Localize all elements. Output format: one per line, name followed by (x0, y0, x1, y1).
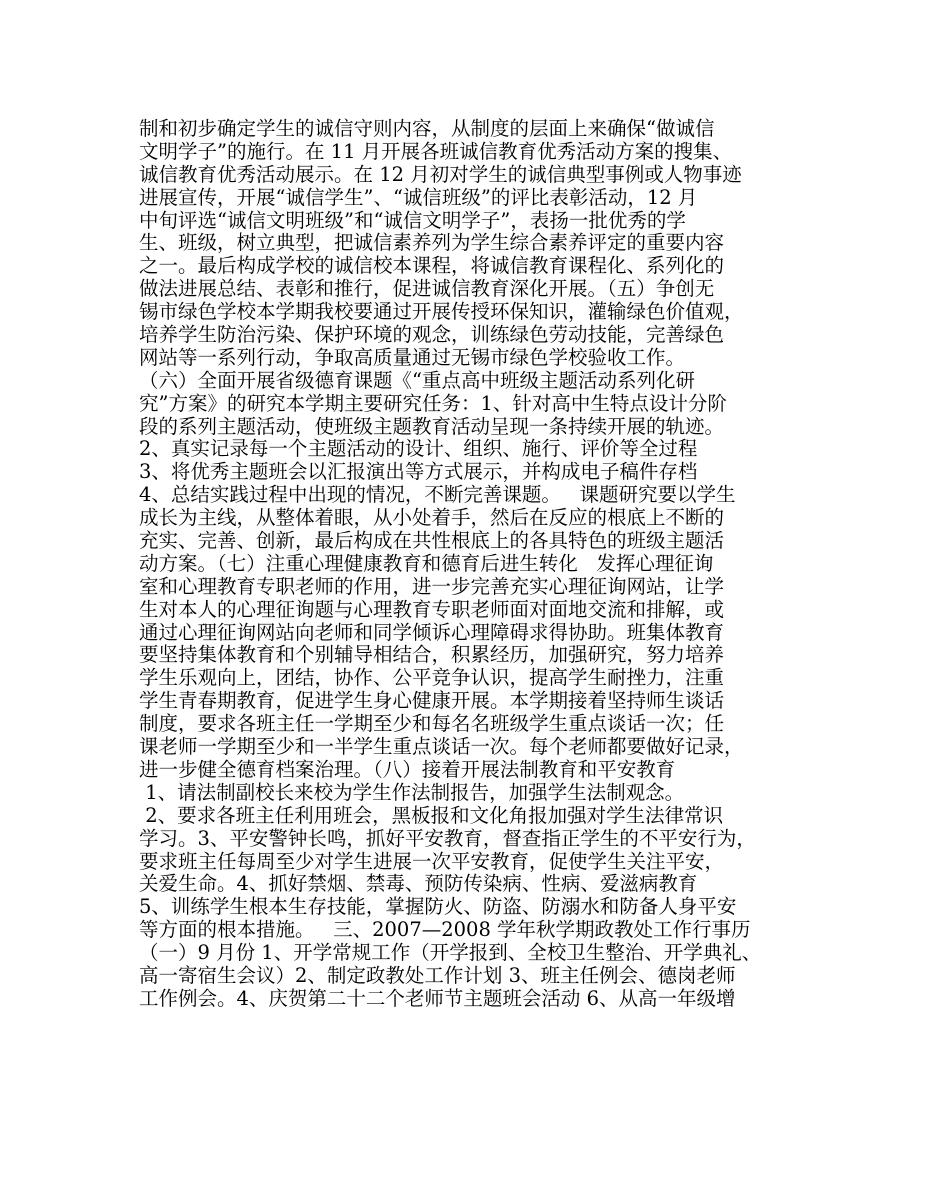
text-line: 课老师一学期至少和一半学生重点谈话一次。每个老师都要做好记录， (139, 735, 744, 759)
text-line: 等方面的根本措施。 三、2007—2008 学年秋学期政教处工作行事历 (139, 918, 751, 942)
text-line: 要坚持集体教育和个别辅导相结合，积累经历，加强研究，努力培养 (139, 643, 725, 667)
text-line: （一）9 月份 1、开学常规工作（开学报到、全校卫生整治、开学典礼、 (139, 941, 762, 965)
text-line: 学生青春期教育，促进学生身心健康开展。本学期接着坚持师生谈话 (139, 689, 725, 713)
text-line: 制度，要求各班主任一学期至少和每名名班级学生重点谈话一次；任 (139, 712, 725, 736)
text-line: 锡市绿色学校本学期我校要通过开展传授环保知识，灌输绿色价值观， (139, 300, 744, 324)
text-line: 4、总结实践过程中出现的情况，不断完善课题。 课题研究要以学生 (139, 483, 736, 507)
text-line: 培养学生防治污染、保护环境的观念，训练绿色劳动技能，完善绿色 (139, 323, 725, 347)
text-line: 进展宣传，开展“诚信学生”、“诚信班级”的评比表彰活动，12 月 (139, 185, 698, 209)
text-line: 1、请法制副校长来校为学生作法制报告，加强学生法制观念。 (139, 780, 685, 804)
text-line: 进一步健全德育档案治理。（八）接着开展法制教育和平安教育 (139, 757, 676, 781)
text-line: 充实、完善、创新，最后构成在共性根底上的各具特色的班级主题活 (139, 529, 725, 553)
text-line: （六）全面开展省级德育课题《“重点高中班级主题活动系列化研 (139, 368, 695, 392)
text-line: 要求班主任每周至少对学生进展一次平安教育，促使学生关注平安， (139, 849, 725, 873)
text-line: 关爱生命。4、抓好禁烟、禁毒、预防传染病、性病、爱滋病教育 (139, 872, 698, 896)
text-line: 文明学子”的施行。在 11 月开展各班诚信教育优秀活动方案的搜集、 (139, 139, 733, 163)
text-line: 工作例会。4、庆贺第二十二个老师节主题班会活动 6、从高一年级增 (139, 986, 736, 1010)
text-line: 通过心理征询网站向老师和同学倾诉心理障碍求得协助。班集体教育 (139, 620, 725, 644)
text-line: 动方案。（七）注重心理健康教育和德育后进生转化 发挥心理征询 (139, 551, 714, 575)
text-line: 2、要求各班主任利用班会，黑板报和文化角报加强对学生法律常识 (139, 803, 724, 827)
text-line: 诚信教育优秀活动展示。在 12 月初对学生的诚信典型事例或人物事迹 (139, 162, 742, 186)
text-line: 究”方案》的研究本学期主要研究任务：1、针对高中生特点设计分阶 (139, 391, 727, 415)
text-line: 3、将优秀主题班会以汇报演出等方式展示，并构成电子稿件存档 (139, 460, 698, 484)
text-line: 2、真实记录每一个主题活动的设计、组织、施行、评价等全过程 (139, 437, 698, 461)
text-line: 室和心理教育专职老师的作用，进一步完善充实心理征询网站，让学 (139, 574, 725, 598)
text-line: 之一。最后构成学校的诚信校本课程，将诚信教育课程化、系列化的 (139, 254, 725, 278)
text-line: 生对本人的心理征询题与心理教育专职老师面对面地交流和排解，或 (139, 597, 725, 621)
text-line: 制和初步确定学生的诚信守则内容，从制度的层面上来确保“做诚信 (139, 117, 715, 140)
text-line: 学生乐观向上，团结，协作、公平竞争认识，提高学生耐挫力，注重 (139, 666, 725, 690)
text-line: 段的系列主题活动，使班级主题教育活动呈现一条持续开展的轨迹。 (139, 414, 725, 438)
text-line: 做法进展总结、表彰和推行，促进诚信教育深化开展。（五）争创无 (139, 277, 715, 301)
text-line: 网站等一系列行动，争取高质量通过无锡市绿色学校验收工作。 (139, 345, 686, 369)
text-line: 生、班级，树立典型，把诚信素养列为学生综合素养评定的重要内容 (139, 231, 725, 255)
text-line: 学习。3、平安警钟长鸣，抓好平安教育，督查指正学生的不平安行为， (139, 826, 756, 850)
body-text (139, 118, 819, 1011)
text-line: 中旬评选“诚信文明班级”和“诚信文明学子”，表扬一批优秀的学 (139, 208, 686, 232)
text-line: 成长为主线，从整体着眼，从小处着手，然后在反应的根底上不断的 (139, 506, 725, 530)
text-line: 5、训练学生根本生存技能，掌握防火、防盗、防溺水和防备人身平安 (139, 895, 737, 919)
text-line: 高一寄宿生会议）2、制定政教处工作计划 3、班主任例会、德岗老师 (139, 963, 736, 987)
